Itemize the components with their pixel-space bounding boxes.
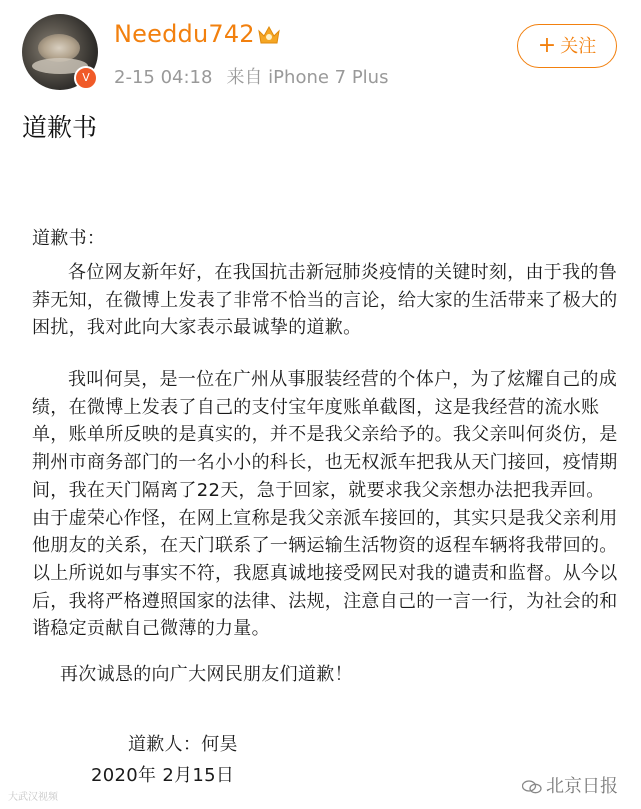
letter-paragraph-1: 各位网友新年好，在我国抗击新冠肺炎疫情的关键时刻，由于我的鲁莽无知，在微博上发表了非常不恰当的言论，给大家的生活带来了极大的困扰，我对此向大家表示最诚挚的道歉。 xyxy=(32,262,618,339)
follow-button[interactable] xyxy=(517,24,617,68)
watermark-left-text: 大武汉视频 xyxy=(8,792,58,803)
follow-button-label: 关注 xyxy=(560,36,597,57)
post-meta xyxy=(114,63,388,89)
watermark-right-text: 北京日报 xyxy=(546,776,618,797)
verified-badge-icon: V xyxy=(74,66,98,90)
post-timestamp: 2-15 04:18 xyxy=(114,67,213,88)
crown-icon xyxy=(257,24,281,46)
watermark-right xyxy=(522,772,618,798)
post-header xyxy=(0,0,641,110)
plus-icon: + xyxy=(537,33,557,58)
watermark-left xyxy=(8,788,58,803)
letter-heading: 道歉书： xyxy=(32,228,106,249)
post-source[interactable]: 来自 iPhone 7 Plus xyxy=(226,67,389,88)
wechat-logo-icon xyxy=(522,780,542,794)
letter-date: 2020年 2月15日 xyxy=(91,765,235,786)
username[interactable]: Needdu742 xyxy=(114,20,255,48)
letter-signature: 道歉人：何昊 xyxy=(128,734,238,755)
letter-paragraph-2: 我叫何昊，是一位在广州从事服装经营的个体户，为了炫耀自己的成绩，在微博上发表了自己的支付宝年度账单截图，这是我经营的流水账单，账单所反映的是真实的，并不是我父亲给予的。我父亲叫何炎仿，是荆州市商务部门的一名小小的科长，也无权派车把我从天门接回，疫情期间，我在天门隔离了22天，急于回家，就要求我父亲想办法把我弄回。由于虚荣心作怪，在网上宣称是我父亲派车接回的，其实只是我父亲利用他朋友的关系，在天门联系了一辆运输生活物资的返程车辆将我带回的。以上所说如与事实不符，我愿真诚地接受网民对我的谴责和监督。从今以后，我将严格遵照国家的法律、法规，注意自己的一言一行，为社会的和谐稳定贡献自己微薄的力量。 xyxy=(32,369,618,640)
letter-paragraph-3: 再次诚恳的向广大网民朋友们道歉！ xyxy=(60,664,353,685)
post-title: 道歉书 xyxy=(22,113,98,142)
